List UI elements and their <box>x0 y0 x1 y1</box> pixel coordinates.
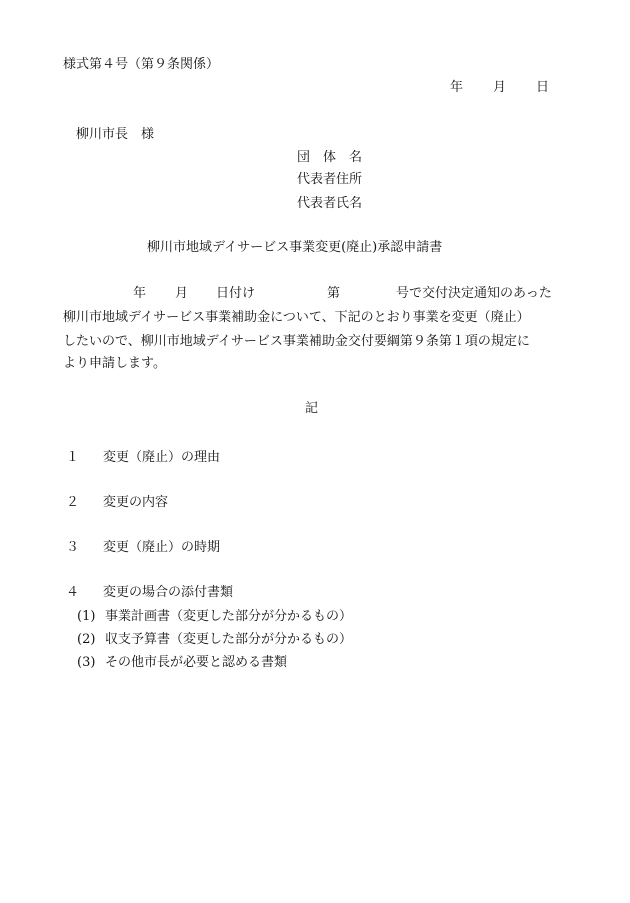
applicant-address-label: 代表者住所 <box>297 172 363 187</box>
sub-item-label: 収支予算書（変更した部分が分かるもの） <box>105 632 353 647</box>
sub-item-number: (1) <box>77 609 96 624</box>
sub-list-item <box>77 609 352 625</box>
body-line-2: 柳川市地域デイサービス事業補助金について、下記のとおり事業を変更（廃止） <box>63 310 530 325</box>
item-number: ２ <box>66 495 80 510</box>
sub-item-number: (2) <box>77 632 96 647</box>
sub-item-label: その他市長が必要と認める書類 <box>105 655 288 670</box>
sub-list-item <box>77 655 287 671</box>
form-number: 様式第４号（第９条関係） <box>63 57 220 72</box>
sub-item-number: (3) <box>77 655 96 670</box>
date-year-label: 年 <box>450 80 464 95</box>
date-line <box>450 80 549 96</box>
item-number: １ <box>66 450 80 465</box>
item-label: 変更の場合の添付書類 <box>103 585 234 600</box>
document-title: 柳川市地域デイサービス事業変更(廃止)承認申請書 <box>147 240 443 255</box>
ki-heading: 記 <box>305 401 319 416</box>
list-item <box>66 495 168 511</box>
item-label: 変更の内容 <box>103 495 169 510</box>
list-item <box>66 540 220 556</box>
item-number: ３ <box>66 540 80 555</box>
list-item <box>66 585 233 601</box>
date-day-label: 日 <box>536 80 550 95</box>
applicant-organization-label: 団 体 名 <box>297 150 363 165</box>
recipient: 柳川市長 様 <box>76 127 155 142</box>
item-label: 変更（廃止）の理由 <box>103 450 221 465</box>
body-month-label: 月 <box>175 286 189 301</box>
date-month-label: 月 <box>493 80 507 95</box>
body-line-3: したいので、柳川市地域デイサービス事業補助金交付要綱第９条第１項の規定に <box>63 334 530 349</box>
body-day-label: 日付け <box>216 286 256 301</box>
sub-item-label: 事業計画書（変更した部分が分かるもの） <box>105 609 353 624</box>
item-label: 変更（廃止）の時期 <box>103 540 221 555</box>
sub-list-item <box>77 632 352 648</box>
list-item <box>66 450 220 466</box>
item-number: ４ <box>66 585 80 600</box>
body-go-label: 号で交付決定通知のあった <box>396 286 552 301</box>
body-dai-label: 第 <box>327 286 341 301</box>
applicant-name-label: 代表者氏名 <box>297 196 363 211</box>
body-line-4: より申請します。 <box>63 356 166 371</box>
body-year-label: 年 <box>133 286 147 301</box>
